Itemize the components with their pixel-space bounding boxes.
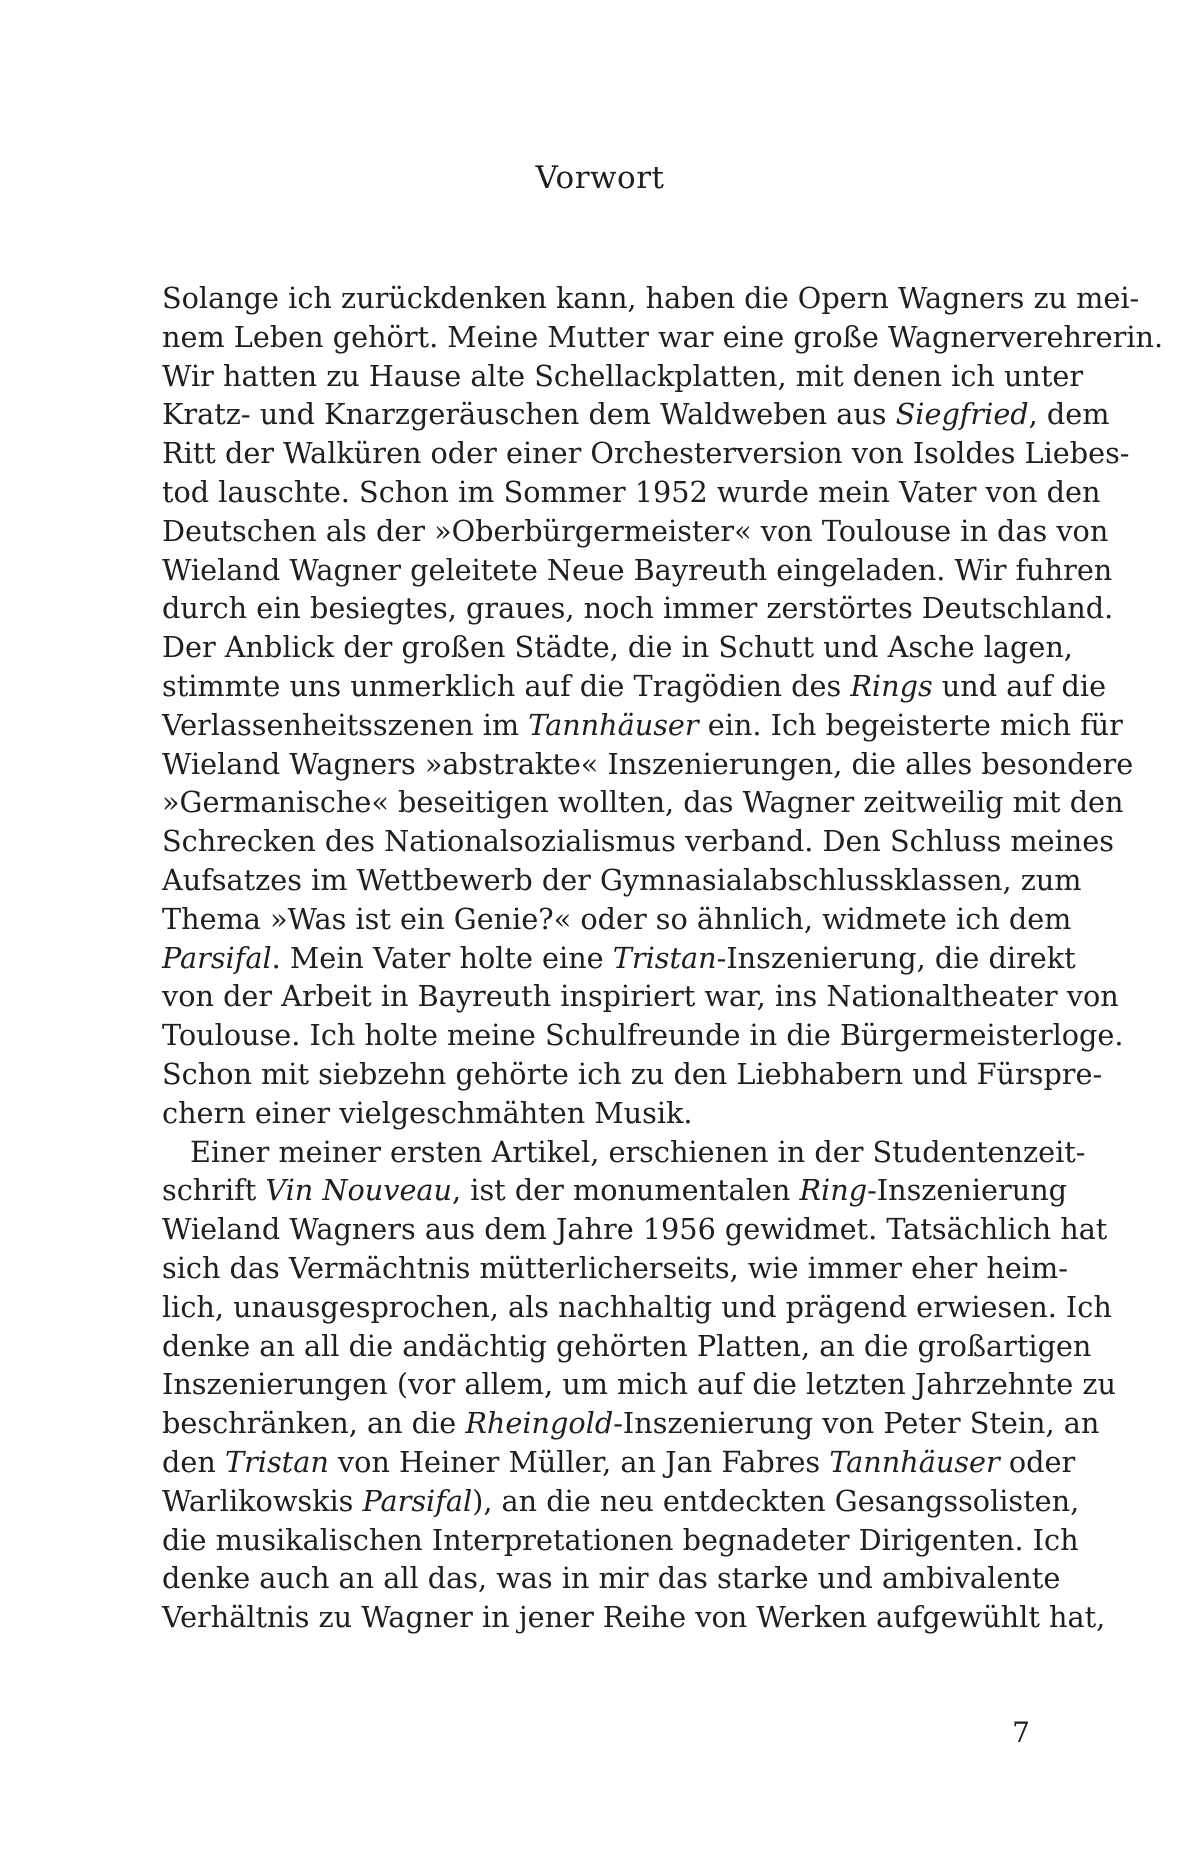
text-line: [162, 1327, 1092, 1366]
text-line: [162, 395, 1110, 434]
italic-title: Siegfried: [895, 397, 1029, 432]
text-line: [162, 667, 1107, 706]
text-segment: Wieland Wagners aus dem Jahre 1956 gewidmet. Tatsächlich hat: [162, 1212, 1108, 1247]
text-line: [162, 783, 1124, 822]
page-title: Vorwort: [535, 160, 665, 196]
text-segment: Wieland Wagners »abstrakte« Inszenierungen, die alles besondere: [162, 746, 1134, 781]
italic-title: Rings: [850, 668, 933, 703]
text-segment: Schrecken des Nationalsozialismus verband. Den Schluss meines: [162, 824, 1114, 859]
text-segment: Deutschen als der »Oberbürgermeister« von Toulouse in das von: [162, 513, 1109, 548]
text-line: [162, 551, 1113, 590]
text-segment: von Heiner Müller, an Jan Fabres: [328, 1444, 830, 1479]
text-segment: Kratz- und Knarzgeräuschen dem Waldweben aus: [162, 397, 896, 432]
text-line: [162, 1365, 1116, 1404]
italic-title: Rheingold: [465, 1406, 614, 1441]
text-segment: »Germanische« beseitigen wollten, das Wagner zeitweilig mit den: [162, 785, 1124, 820]
text-segment: stimmte uns unmerklich auf die Tragödien des: [162, 668, 851, 703]
text-segment: die musikalischen Interpretationen begnadeter Dirigenten. Ich: [162, 1522, 1079, 1557]
text-segment: tod lauschte. Schon im Sommer 1952 wurde mein Vater von den: [162, 474, 1101, 509]
text-segment: Aufsatzes im Wettbewerb der Gymnasialabschlussklassen, zum: [162, 862, 1082, 897]
text-line: [162, 1094, 1030, 1133]
text-segment: sich das Vermächtnis mütterlicherseits, wie immer eher heim-: [162, 1250, 1068, 1285]
italic-title: Tristan: [224, 1444, 329, 1479]
text-segment: denke auch an all das, was in mir das starke und ambivalente: [162, 1561, 1061, 1596]
text-line: [162, 512, 1109, 551]
text-segment: Toulouse. Ich holte meine Schulfreunde in die Bürgermeisterloge.: [162, 1018, 1124, 1053]
italic-title: Parsifal: [362, 1483, 473, 1518]
text-segment: Wir hatten zu Hause alte Schellackplatten, mit denen ich unter: [162, 358, 1084, 393]
text-segment: Warlikowskis: [162, 1483, 363, 1518]
text-line: [162, 706, 1123, 745]
text-segment: -Inszenierung: [867, 1173, 1068, 1208]
text-segment: Ritt der Walküren oder einer Orchesterversion von Isoldes Liebes-: [162, 436, 1130, 471]
text-line: [162, 822, 1114, 861]
text-segment: nem Leben gehört. Meine Mutter war eine große Wagnerverehrerin.: [162, 319, 1164, 354]
text-segment: Der Anblick der großen Städte, die in Schutt und Asche lagen,: [162, 630, 1073, 665]
text-line: [162, 628, 1073, 667]
text-line: [162, 977, 1119, 1016]
text-segment: Einer meiner ersten Artikel, erschienen in der Studentenzeit-: [190, 1134, 1086, 1169]
text-segment: Thema »Was ist ein Genie?« oder so ähnlich, widmete ich dem: [162, 901, 1072, 936]
text-segment: schrift: [162, 1173, 266, 1208]
text-line: [162, 357, 1084, 396]
text-line: [162, 318, 1164, 357]
text-segment: , dem: [1028, 397, 1110, 432]
text-segment: chern einer vielgeschmähten Musik.: [162, 1095, 693, 1130]
text-line: [162, 900, 1072, 939]
text-segment: . Mein Vater holte eine: [271, 940, 613, 975]
text-line: [162, 279, 1140, 318]
italic-title: Vin Nouveau: [265, 1173, 453, 1208]
text-line: [162, 1288, 1112, 1327]
paragraph: [162, 1133, 1116, 1637]
text-line: [162, 939, 1076, 978]
text-segment: Inszenierungen (vor allem, um mich auf die letzten Jahrzehnte zu: [162, 1367, 1116, 1402]
text-line: [162, 1210, 1108, 1249]
italic-title: Ring: [799, 1173, 868, 1208]
text-line: [162, 1055, 1103, 1094]
italic-title: Tannhäuser: [528, 707, 699, 742]
body-text: [162, 279, 1164, 1637]
text-line: [162, 1559, 1061, 1598]
paragraph: [162, 279, 1164, 1133]
text-line: [162, 1016, 1124, 1055]
text-segment: durch ein besiegtes, graues, noch immer zerstörtes Deutschland.: [162, 591, 1114, 626]
text-segment: Verhältnis zu Wagner in jener Reihe von Werken aufgewühlt hat,: [162, 1600, 1106, 1635]
italic-title: Tannhäuser: [829, 1444, 1000, 1479]
text-segment: Verlassenheitsszenen im: [162, 707, 529, 742]
text-line: [162, 1598, 1106, 1637]
text-line: [162, 1521, 1079, 1560]
text-line: [162, 1404, 1100, 1443]
text-segment: ), an die neu entdeckten Gesangssolisten,: [472, 1483, 1080, 1518]
text-line: [162, 1171, 1068, 1210]
text-segment: -Inszenierung, die direkt: [716, 940, 1076, 975]
italic-title: Parsifal: [162, 940, 272, 975]
text-line: [162, 1482, 1080, 1521]
text-segment: denke an all die andächtig gehörten Platten, an die großartigen: [162, 1328, 1092, 1363]
text-line: [162, 589, 1114, 628]
text-segment: oder: [999, 1444, 1076, 1479]
text-line: [162, 861, 1082, 900]
text-segment: ein. Ich begeisterte mich für: [698, 707, 1123, 742]
text-segment: , ist der monumentalen: [452, 1173, 800, 1208]
page-number: 7: [1012, 1716, 1030, 1749]
text-segment: -Inszenierung von Peter Stein, an: [613, 1406, 1100, 1441]
text-segment: lich, unausgesprochen, als nachhaltig und prägend erwiesen. Ich: [162, 1289, 1112, 1324]
text-line: [162, 745, 1134, 784]
text-line: [162, 1133, 1086, 1172]
text-line: [162, 434, 1130, 473]
text-segment: beschränken, an die: [162, 1406, 466, 1441]
text-segment: Solange ich zurückdenken kann, haben die Opern Wagners zu mei-: [162, 281, 1140, 315]
text-line: [162, 1249, 1068, 1288]
text-segment: Wieland Wagner geleitete Neue Bayreuth eingeladen. Wir fuhren: [162, 552, 1113, 587]
text-segment: und auf die: [932, 668, 1107, 703]
text-segment: den: [162, 1444, 225, 1479]
text-segment: Schon mit siebzehn gehörte ich zu den Liebhabern und Fürspre-: [162, 1056, 1103, 1091]
text-line: [162, 473, 1101, 512]
text-segment: von der Arbeit in Bayreuth inspiriert war, ins Nationaltheater von: [162, 979, 1119, 1014]
text-line: [162, 1443, 1076, 1482]
italic-title: Tristan: [612, 940, 717, 975]
